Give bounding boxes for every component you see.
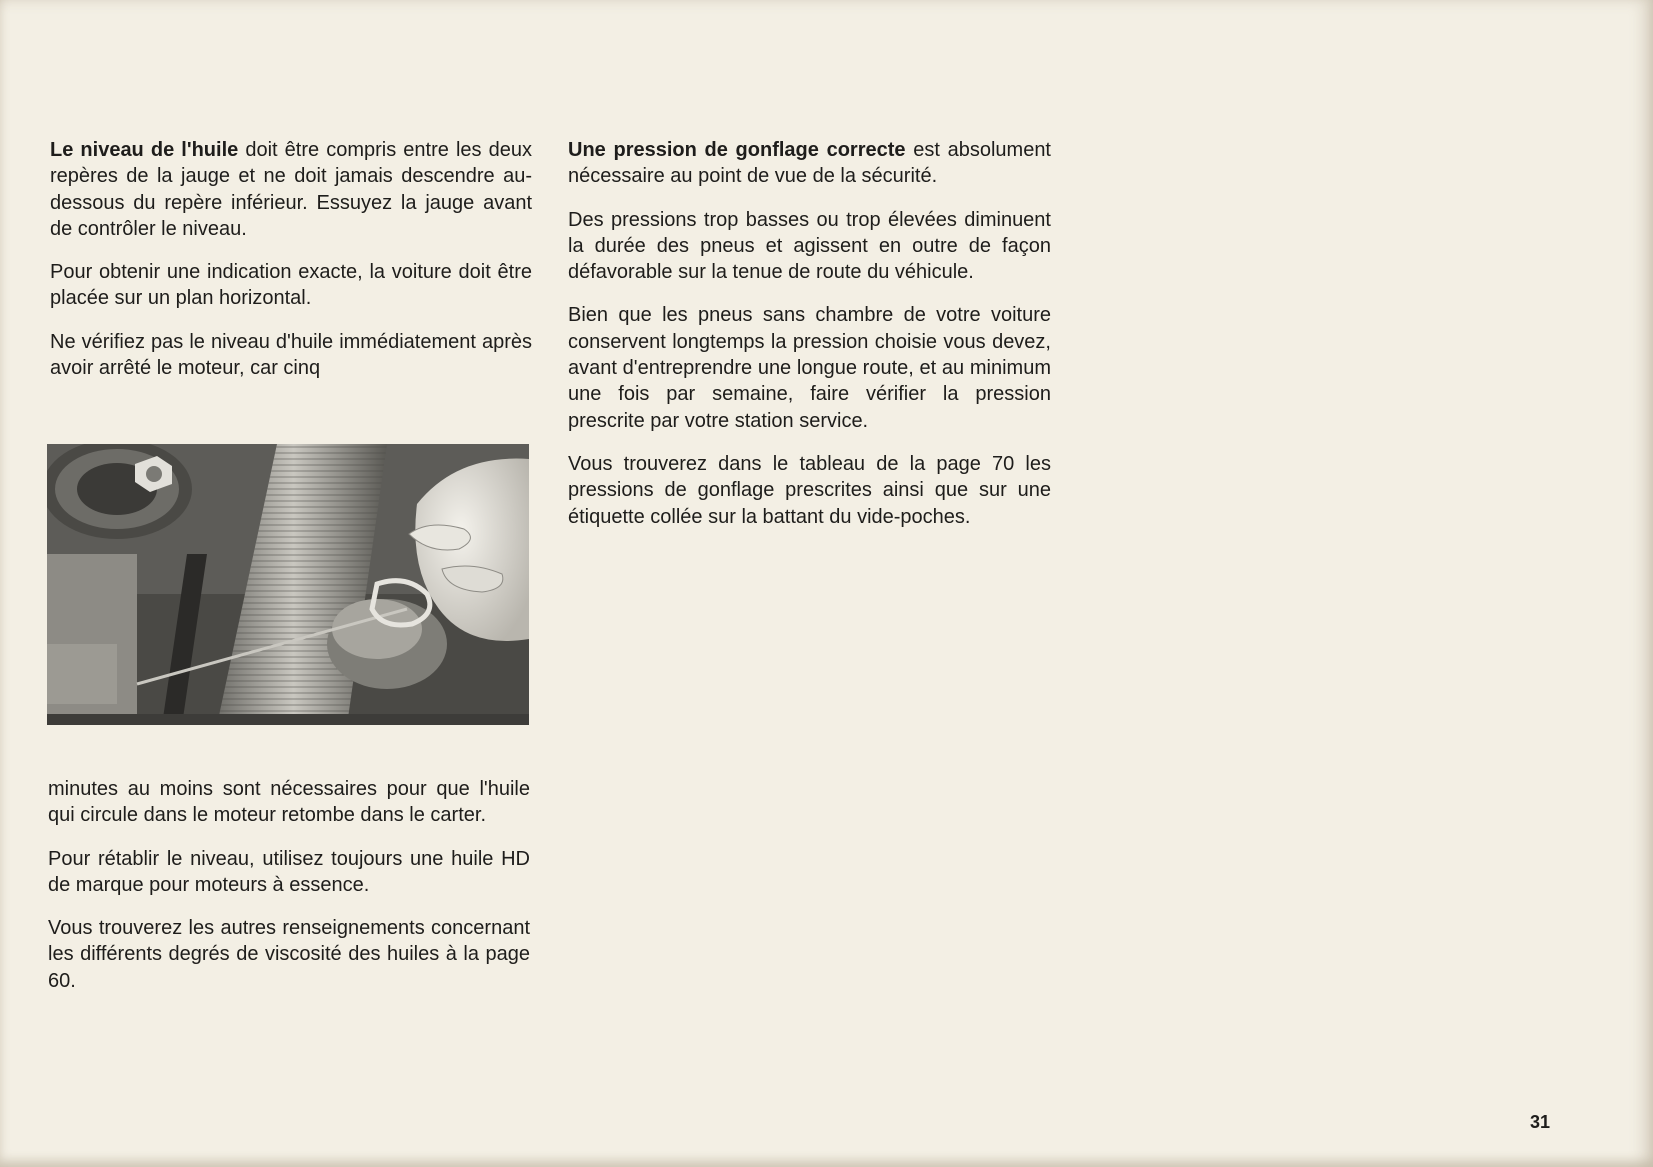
- paragraph-minutes: minutes au moins sont nécessaires pour que l'huile qui circule dans le moteur retombe dans le carter.: [48, 778, 530, 827]
- heading-tire-pressure: Une pression de gonflage correcte: [568, 139, 906, 161]
- paragraph-tubeless: Bien que les pneus sans chambre de votre voiture conservent longtemps la pression choisie vous devez, avant d'entreprendre une longue route, et au minimum une fois par semaine, faire vérifier la pression prescrite par votre station service.: [568, 304, 1051, 432]
- right-column: [568, 137, 1051, 547]
- paragraph-pressure-effects: Des pressions trop basses ou trop élevées diminuent la durée des pneus et agissent en outre de façon défavorable sur la tenue de route du véhicule.: [568, 208, 1051, 284]
- paragraph-pressure-table: Vous trouverez dans le tableau de la page 70 les pressions de gonflage prescrites ainsi que sur une étiquette collée sur la battant du vide-poches.: [568, 452, 1051, 528]
- paragraph-horizontal: Pour obtenir une indication exacte, la voiture doit être placée sur un plan horizontal.: [50, 261, 532, 310]
- paragraph-refill: Pour rétablir le niveau, utilisez toujours une huile HD de marque pour moteurs à essence.: [48, 847, 530, 896]
- page-number: 31: [1530, 1112, 1551, 1132]
- engine-dipstick-photo: [47, 444, 529, 725]
- paragraph-oil-level: Le niveau de l'huile doit être compris entre les deux repères de la jauge et ne doit jamais descendre au-dessous du repère inférieur. Essuyez la jauge avant de contrôler le niveau.: [50, 139, 532, 240]
- paragraph-tire-pressure: Une pression de gonflage correcte est absolument nécessaire au point de vue de la sécurité.: [568, 139, 1051, 188]
- left-column-top: [50, 137, 532, 398]
- heading-oil-level: Le niveau de l'huile: [50, 139, 239, 161]
- left-column-bottom: [48, 776, 530, 1011]
- paragraph-engine-off: Ne vérifiez pas le niveau d'huile immédiatement après avoir arrêté le moteur, car cinq: [50, 330, 532, 380]
- paragraph-viscosity: Vous trouverez les autres renseignements concernant les différents degrés de viscosité des huiles à la page 60.: [48, 917, 530, 992]
